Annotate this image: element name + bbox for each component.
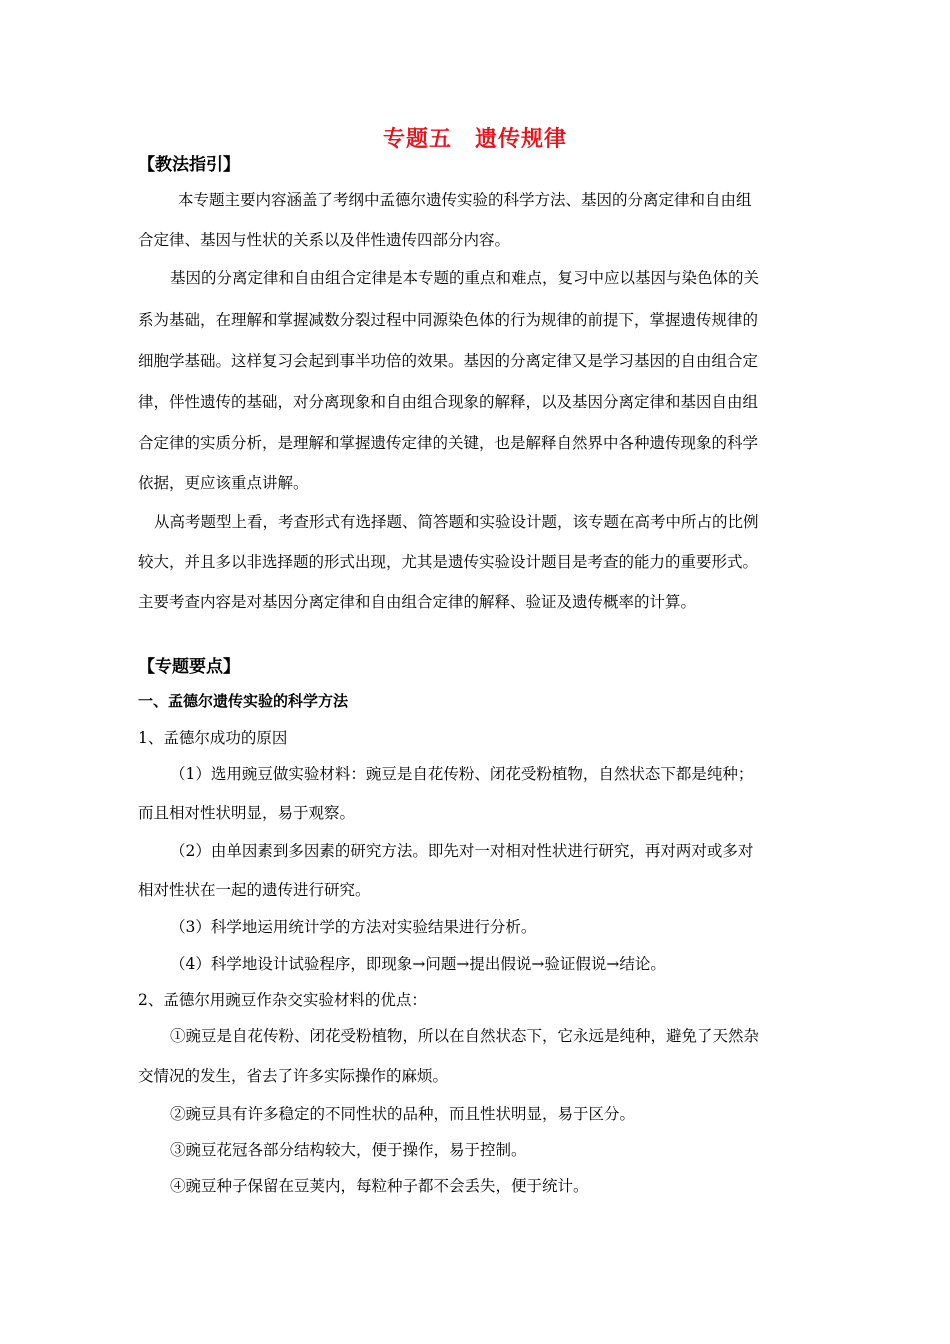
- list-item: （4）科学地设计试验程序，即现象→问题→提出假说→验证假说→结论。: [170, 955, 666, 973]
- list-item: （2）由单因素到多因素的研究方法。即先对一对相对性状进行研究，再对两对或多对: [170, 842, 754, 860]
- list-item: （1）选用豌豆做实验材料：豌豆是自花传粉、闭花受粉植物，自然状态下都是纯种；: [170, 765, 754, 783]
- paragraph-line: 合定律的实质分析，是理解和掌握遗传定律的关键，也是解释自然界中各种遗传现象的科学: [138, 434, 759, 452]
- paragraph-line: 依据，更应该重点讲解。: [138, 474, 309, 492]
- list-item: （3）科学地运用统计学的方法对实验结果进行分析。: [170, 918, 537, 936]
- paragraph-line: 从高考题型上看，考查形式有选择题、简答题和实验设计题，该专题在高考中所占的比例: [154, 513, 759, 531]
- list-item: 相对性状在一起的遗传进行研究。: [138, 881, 371, 899]
- list-item: 2、孟德尔用豌豆作杂交实验材料的优点：: [138, 991, 427, 1009]
- page-title: 专题五 遗传规律: [382, 127, 567, 152]
- paragraph-line: 系为基础，在理解和掌握减数分裂过程中同源染色体的行为规律的前提下，掌握遗传规律的: [138, 311, 759, 329]
- list-item: ④豌豆种子保留在豆荚内，每粒种子都不会丢失，便于统计。: [170, 1177, 589, 1195]
- section-heading-teaching-guide: 【教法指引】: [138, 155, 240, 175]
- subheading: 一、孟德尔遗传实验的科学方法: [138, 692, 349, 710]
- section-heading-key-points: 【专题要点】: [138, 657, 240, 677]
- paragraph-line: 律，伴性遗传的基础，对分离现象和自由组合现象的解释，以及基因分离定律和基因自由组: [138, 393, 759, 411]
- list-item: 交情况的发生，省去了许多实际操作的麻烦。: [138, 1067, 449, 1085]
- paragraph-line: 主要考查内容是对基因分离定律和自由组合定律的解释、验证及遗传概率的计算。: [138, 593, 697, 611]
- paragraph-line: 合定律、基因与性状的关系以及伴性遗传四部分内容。: [138, 231, 511, 249]
- list-item: 而且相对性状明显，易于观察。: [138, 804, 356, 822]
- paragraph-line: 细胞学基础。这样复习会起到事半功倍的效果。基因的分离定律又是学习基因的自由组合定: [138, 352, 759, 370]
- list-item: 1、孟德尔成功的原因: [138, 729, 288, 747]
- list-item: ①豌豆是自花传粉、闭花受粉植物，所以在自然状态下，它永远是纯种，避免了天然杂: [170, 1027, 760, 1045]
- paragraph-line: 本专题主要内容涵盖了考纲中孟德尔遗传实验的科学方法、基因的分离定律和自由组: [178, 191, 752, 209]
- paragraph-line: 较大，并且多以非选择题的形式出现，尤其是遗传实验设计题目是考查的能力的重要形式。: [138, 553, 759, 571]
- list-item: ②豌豆具有许多稳定的不同性状的品种，而且性状明显，易于区分。: [170, 1105, 636, 1123]
- paragraph-line: 基因的分离定律和自由组合定律是本专题的重点和难点，复习中应以基因与染色体的关: [170, 269, 760, 287]
- list-item: ③豌豆花冠各部分结构较大，便于操作，易于控制。: [170, 1141, 527, 1159]
